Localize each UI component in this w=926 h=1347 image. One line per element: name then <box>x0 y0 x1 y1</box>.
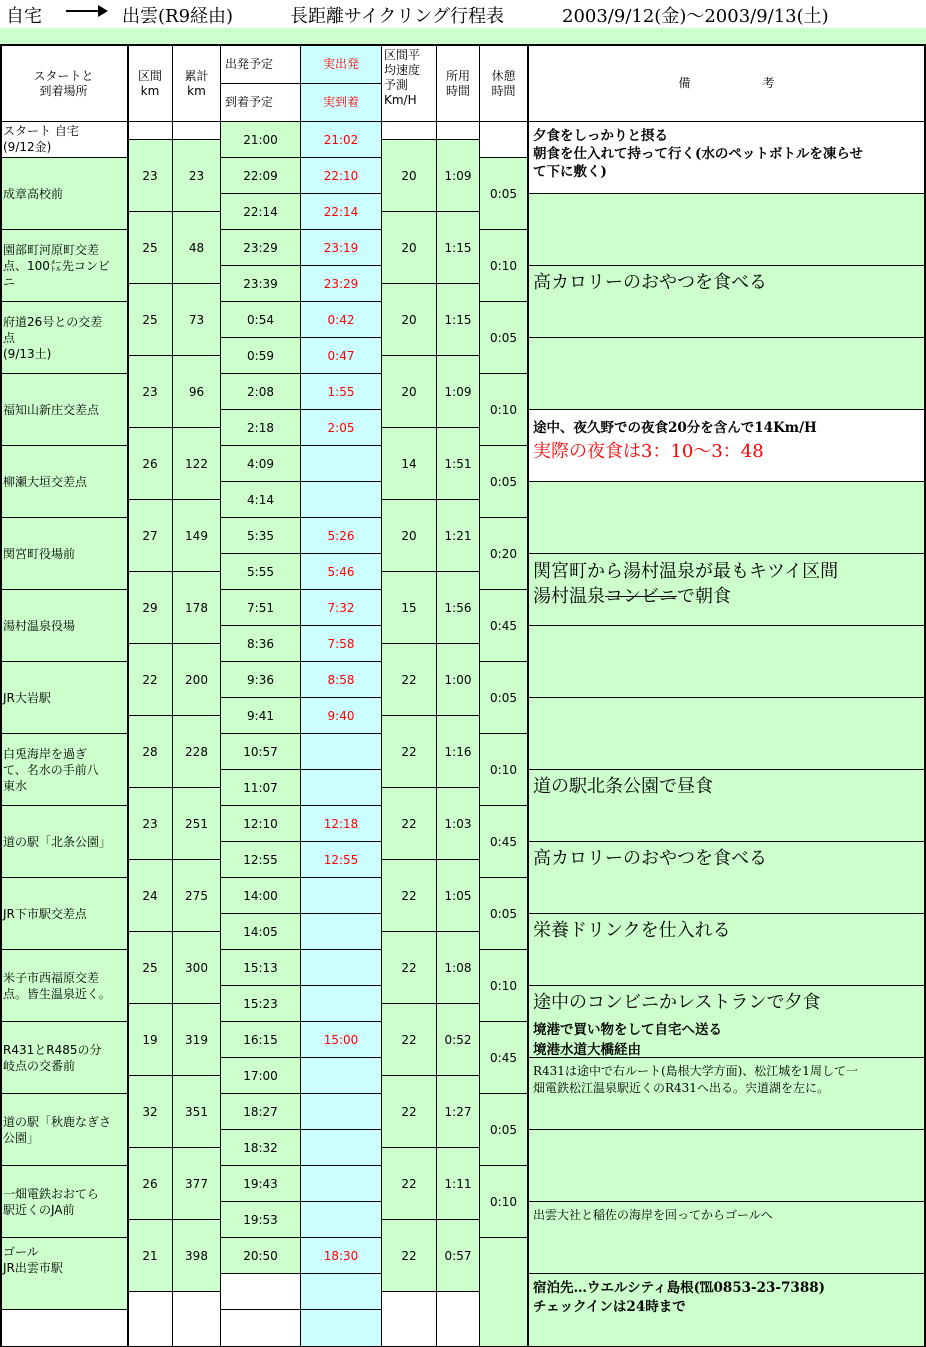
actual-departure-cell: 22:14 <box>301 194 382 230</box>
table-top-border <box>0 44 926 46</box>
rest-cell: 0:05 <box>480 158 528 230</box>
rest-cell: 0:45 <box>480 806 528 878</box>
remarks-cell <box>528 338 926 410</box>
actual-departure-cell: 7:58 <box>301 626 382 662</box>
remark-text: 畑電鉄松江温泉駅近くのR431へ出る。宍道湖を左に。 <box>533 1081 829 1095</box>
rest-cell: 0:10 <box>480 230 528 302</box>
speed-cell: 22 <box>382 716 437 788</box>
duration-cell: 1:15 <box>437 212 480 284</box>
total-km-cell: 178 <box>173 572 221 644</box>
planned-arrival-cell: 14:00 <box>221 878 301 914</box>
planned-departure-cell: 11:07 <box>221 770 301 806</box>
segment-km-cell: 28 <box>128 716 173 788</box>
remark-text: 関宮町から湯村温泉が最もキツイ区間 <box>533 561 839 582</box>
actual-departure-cell <box>301 1202 382 1238</box>
rest-cell: 0:45 <box>480 1022 528 1094</box>
total-km-cell: 48 <box>173 212 221 284</box>
remarks-cell <box>528 1130 926 1202</box>
planned-departure-cell: 4:14 <box>221 482 301 518</box>
speed-cell: 22 <box>382 860 437 932</box>
remarks-cell <box>528 626 926 698</box>
actual-departure-cell: 12:55 <box>301 842 382 878</box>
remark-text: 栄養ドリンクを仕入れる <box>533 920 731 941</box>
segment-km-cell: 24 <box>128 860 173 932</box>
speed-cell: 20 <box>382 140 437 212</box>
location-cell: スタート 自宅 (9/12金) <box>0 122 128 158</box>
header-planned-departure: 出発予定 <box>221 46 301 84</box>
total-km-cell: 23 <box>173 140 221 212</box>
actual-blank <box>301 1310 382 1347</box>
planned-departure-cell: 0:59 <box>221 338 301 374</box>
planned-arrival-cell: 7:51 <box>221 590 301 626</box>
speed-cell: 22 <box>382 788 437 860</box>
duration-cell: 1:09 <box>437 140 480 212</box>
actual-departure-cell <box>301 1130 382 1166</box>
table-column-border <box>527 44 529 1347</box>
remark-text: 実際の夜食は3：10〜3：48 <box>533 441 764 462</box>
total-km-cell: 228 <box>173 716 221 788</box>
segment-km-cell: 25 <box>128 212 173 284</box>
remark-text: 朝食を仕入れて持って行く(水のペットボトルを凍らせ <box>533 146 863 162</box>
total-km-cell: 275 <box>173 860 221 932</box>
actual-departure-cell: 9:40 <box>301 698 382 734</box>
actual-departure-cell <box>301 914 382 950</box>
total-km-cell: 398 <box>173 1220 221 1292</box>
total-km-cell: 122 <box>173 428 221 500</box>
actual-arrival-cell <box>301 950 382 986</box>
segment-km-cell: 23 <box>128 788 173 860</box>
planned-departure-cell: 22:14 <box>221 194 301 230</box>
location-cell: 一畑電鉄おおてら 駅近くのJA前 <box>0 1166 128 1238</box>
actual-departure-cell <box>301 986 382 1022</box>
spd-blank <box>382 1292 437 1347</box>
header-average-speed: 区間平 均速度 予測 Km/H <box>382 46 437 122</box>
segment-km-cell: 21 <box>128 1220 173 1292</box>
actual-arrival-cell: 7:32 <box>301 590 382 626</box>
km-blank <box>128 1292 173 1347</box>
rest-blank <box>480 122 528 158</box>
segment-km-cell: 23 <box>128 140 173 212</box>
planned-arrival-cell: 16:15 <box>221 1022 301 1058</box>
remark-text: R431は途中で右ルート(島根大学方面)、松江城を1周して一 <box>533 1064 858 1078</box>
rest-cell: 0:10 <box>480 950 528 1022</box>
speed-cell: 20 <box>382 284 437 356</box>
location-cell-empty <box>0 1310 128 1347</box>
speed-cell: 22 <box>382 1148 437 1220</box>
actual-departure-cell: 5:46 <box>301 554 382 590</box>
location-cell: 成章高校前 <box>0 158 128 230</box>
location-cell: 福知山新庄交差点 <box>0 374 128 446</box>
header-duration: 所用 時間 <box>437 46 480 122</box>
actual-departure-cell <box>301 1058 382 1094</box>
actual-arrival-cell: 15:00 <box>301 1022 382 1058</box>
header-total-km: 累計 km <box>173 46 221 122</box>
km-blank <box>128 122 173 140</box>
total-km-cell: 377 <box>173 1148 221 1220</box>
total-km-cell: 351 <box>173 1076 221 1148</box>
remarks-cell <box>528 194 926 266</box>
remark-text <box>533 582 731 608</box>
remark-text: で朝食 <box>677 586 731 607</box>
speed-cell: 15 <box>382 572 437 644</box>
rest-cell: 0:05 <box>480 302 528 374</box>
speed-cell: 22 <box>382 644 437 716</box>
location-cell: 関宮町役場前 <box>0 518 128 590</box>
duration-cell: 1:09 <box>437 356 480 428</box>
spd-blank <box>382 122 437 140</box>
speed-cell: 20 <box>382 212 437 284</box>
remark-text: 境港水道大橋経由 <box>533 1042 641 1058</box>
header-rest: 休憩 時間 <box>480 46 528 122</box>
rest-cell: 0:10 <box>480 1166 528 1238</box>
duration-cell: 1:11 <box>437 1148 480 1220</box>
planned-departure-cell: 21:00 <box>221 122 301 158</box>
duration-cell: 1:56 <box>437 572 480 644</box>
remark-text: 境港で買い物をして自宅へ送る <box>533 1022 722 1038</box>
remark-text: 宿泊先…ウエルシティ島根(℡0853-23-7388) <box>533 1280 825 1296</box>
table-column-border <box>127 44 129 1347</box>
header-actual-departure: 実出発 <box>301 46 382 84</box>
header-planned-arrival: 到着予定 <box>221 84 301 122</box>
title-dates: 2003/9/12(金)〜2003/9/13(土) <box>562 6 829 27</box>
remarks-cell <box>528 482 926 554</box>
location-cell: JR下市駅交差点 <box>0 878 128 950</box>
speed-cell: 22 <box>382 1220 437 1292</box>
location-cell: R431とR485の分 岐点の交番前 <box>0 1022 128 1094</box>
header-location: スタートと 到着場所 <box>0 46 128 122</box>
total-km-cell: 251 <box>173 788 221 860</box>
segment-km-cell: 22 <box>128 644 173 716</box>
planned-departure-cell: 19:53 <box>221 1202 301 1238</box>
segment-km-cell: 32 <box>128 1076 173 1148</box>
planned-departure-cell: 18:32 <box>221 1130 301 1166</box>
actual-departure-cell: 21:02 <box>301 122 382 158</box>
actual-departure-cell: 0:47 <box>301 338 382 374</box>
location-cell: ゴール JR出雲市駅 <box>0 1238 128 1310</box>
rest-cell: 0:45 <box>480 590 528 662</box>
title-from: 自宅 <box>6 6 42 27</box>
planned-arrival-cell: 10:57 <box>221 734 301 770</box>
rest-cell: 0:05 <box>480 662 528 734</box>
speed-cell: 22 <box>382 1004 437 1076</box>
planned-arrival-cell: 12:10 <box>221 806 301 842</box>
duration-cell: 1:51 <box>437 428 480 500</box>
remark-text: て下に敷く) <box>533 164 607 180</box>
location-cell: 柳瀬大垣交差点 <box>0 446 128 518</box>
table-column-border <box>0 44 2 1347</box>
actual-arrival-cell <box>301 878 382 914</box>
header-segment-km: 区間 km <box>128 46 173 122</box>
planned-arrival-cell: 22:09 <box>221 158 301 194</box>
segment-km-cell: 26 <box>128 1148 173 1220</box>
planned-arrival-cell: 15:13 <box>221 950 301 986</box>
speed-cell: 20 <box>382 500 437 572</box>
remark-text: 夕食をしっかりと摂る <box>533 128 668 144</box>
header-remarks: 備 考 <box>528 46 926 122</box>
actual-departure-cell <box>301 482 382 518</box>
actual-arrival-cell: 5:26 <box>301 518 382 554</box>
duration-cell: 1:27 <box>437 1076 480 1148</box>
header-actual-arrival: 実到着 <box>301 84 382 122</box>
rest-cell: 0:05 <box>480 446 528 518</box>
planned-departure-cell: 23:39 <box>221 266 301 302</box>
planned-arrival-cell: 23:29 <box>221 230 301 266</box>
actual-arrival-cell: 1:55 <box>301 374 382 410</box>
remarks-cell <box>528 698 926 770</box>
remark-text: 途中、夜久野での夜食20分を含んで14Km/H <box>533 420 817 436</box>
planned-arrival-cell: 5:35 <box>221 518 301 554</box>
segment-km-cell: 23 <box>128 356 173 428</box>
rest-cell: 0:10 <box>480 734 528 806</box>
planned-departure-cell: 8:36 <box>221 626 301 662</box>
tot-blank <box>173 122 221 140</box>
actual-arrival-cell <box>301 734 382 770</box>
actual-arrival-cell: 22:10 <box>301 158 382 194</box>
total-km-cell: 300 <box>173 932 221 1004</box>
segment-km-cell: 25 <box>128 932 173 1004</box>
remark-text: 出雲大社と稲佐の海岸を回ってからゴールへ <box>533 1208 773 1222</box>
actual-blank <box>301 1274 382 1310</box>
remark-text: 湯村温泉 <box>533 586 605 607</box>
planned-departure-cell: 15:23 <box>221 986 301 1022</box>
remark-text: 道の駅北条公園で昼食 <box>533 776 713 797</box>
actual-arrival-cell: 8:58 <box>301 662 382 698</box>
remark-text: 高カロリーのおやつを食べる <box>533 272 767 293</box>
dur-blank <box>437 1292 480 1347</box>
planned-arrival-cell: 18:27 <box>221 1094 301 1130</box>
planned-arrival-cell: 20:50 <box>221 1238 301 1274</box>
speed-cell: 14 <box>382 428 437 500</box>
title-to: 出雲(R9経由) <box>122 6 234 27</box>
rest-cell: 0:10 <box>480 374 528 446</box>
actual-arrival-cell: 0:42 <box>301 302 382 338</box>
planned-blank <box>221 1310 301 1347</box>
actual-departure-cell <box>301 770 382 806</box>
title-name: 長距離サイクリング行程表 <box>290 6 505 27</box>
planned-arrival-cell: 2:08 <box>221 374 301 410</box>
duration-cell: 1:21 <box>437 500 480 572</box>
location-cell: 府道26号との交差 点 (9/13土) <box>0 302 128 374</box>
segment-km-cell: 29 <box>128 572 173 644</box>
total-km-cell: 319 <box>173 1004 221 1076</box>
planned-departure-cell: 5:55 <box>221 554 301 590</box>
total-km-cell: 200 <box>173 644 221 716</box>
location-cell: 園部町河原町交差 点、100㍍先コンビ ニ <box>0 230 128 302</box>
planned-arrival-cell: 19:43 <box>221 1166 301 1202</box>
duration-cell: 1:00 <box>437 644 480 716</box>
duration-cell: 1:03 <box>437 788 480 860</box>
planned-departure-cell: 14:05 <box>221 914 301 950</box>
rest-blank <box>480 1238 528 1347</box>
actual-departure-cell: 2:05 <box>301 410 382 446</box>
location-cell: 道の駅「北条公園」 <box>0 806 128 878</box>
actual-arrival-cell: 18:30 <box>301 1238 382 1274</box>
location-cell: 湯村温泉役場 <box>0 590 128 662</box>
location-cell: 白兎海岸を過ぎ て、名水の手前八 東水 <box>0 734 128 806</box>
actual-arrival-cell <box>301 1094 382 1130</box>
location-cell: 米子市西福原交差 点。皆生温泉近く。 <box>0 950 128 1022</box>
planned-arrival-cell: 0:54 <box>221 302 301 338</box>
tot-blank <box>173 1292 221 1347</box>
segment-km-cell: 19 <box>128 1004 173 1076</box>
duration-cell: 0:52 <box>437 1004 480 1076</box>
planned-departure-cell: 17:00 <box>221 1058 301 1094</box>
total-km-cell: 73 <box>173 284 221 356</box>
duration-cell: 0:57 <box>437 1220 480 1292</box>
speed-cell: 22 <box>382 932 437 1004</box>
actual-departure-cell: 23:29 <box>301 266 382 302</box>
total-km-cell: 96 <box>173 356 221 428</box>
remark-text-struck: コンビニ <box>605 586 677 607</box>
duration-cell: 1:08 <box>437 932 480 1004</box>
remark-text: 高カロリーのおやつを食べる <box>533 848 767 869</box>
speed-cell: 20 <box>382 356 437 428</box>
location-cell: JR大岩駅 <box>0 662 128 734</box>
segment-km-cell: 25 <box>128 284 173 356</box>
segment-km-cell: 26 <box>128 428 173 500</box>
duration-cell: 1:15 <box>437 284 480 356</box>
rest-cell: 0:05 <box>480 1094 528 1166</box>
speed-cell: 22 <box>382 1076 437 1148</box>
planned-arrival-cell: 9:36 <box>221 662 301 698</box>
total-km-cell: 149 <box>173 500 221 572</box>
planned-departure-cell: 2:18 <box>221 410 301 446</box>
remark-text: チェックインは24時まで <box>533 1299 686 1315</box>
segment-km-cell: 27 <box>128 500 173 572</box>
planned-departure-cell: 12:55 <box>221 842 301 878</box>
rest-cell: 0:20 <box>480 518 528 590</box>
planned-arrival-cell: 4:09 <box>221 446 301 482</box>
actual-arrival-cell <box>301 1166 382 1202</box>
actual-arrival-cell: 12:18 <box>301 806 382 842</box>
duration-cell: 1:05 <box>437 860 480 932</box>
actual-arrival-cell <box>301 446 382 482</box>
rest-cell: 0:05 <box>480 878 528 950</box>
planned-blank <box>221 1274 301 1310</box>
actual-arrival-cell: 23:19 <box>301 230 382 266</box>
location-cell: 道の駅「秋鹿なぎさ 公園」 <box>0 1094 128 1166</box>
remark-text: 途中のコンビニかレストランで夕食 <box>533 992 821 1013</box>
planned-departure-cell: 9:41 <box>221 698 301 734</box>
dur-blank <box>437 122 480 140</box>
duration-cell: 1:16 <box>437 716 480 788</box>
